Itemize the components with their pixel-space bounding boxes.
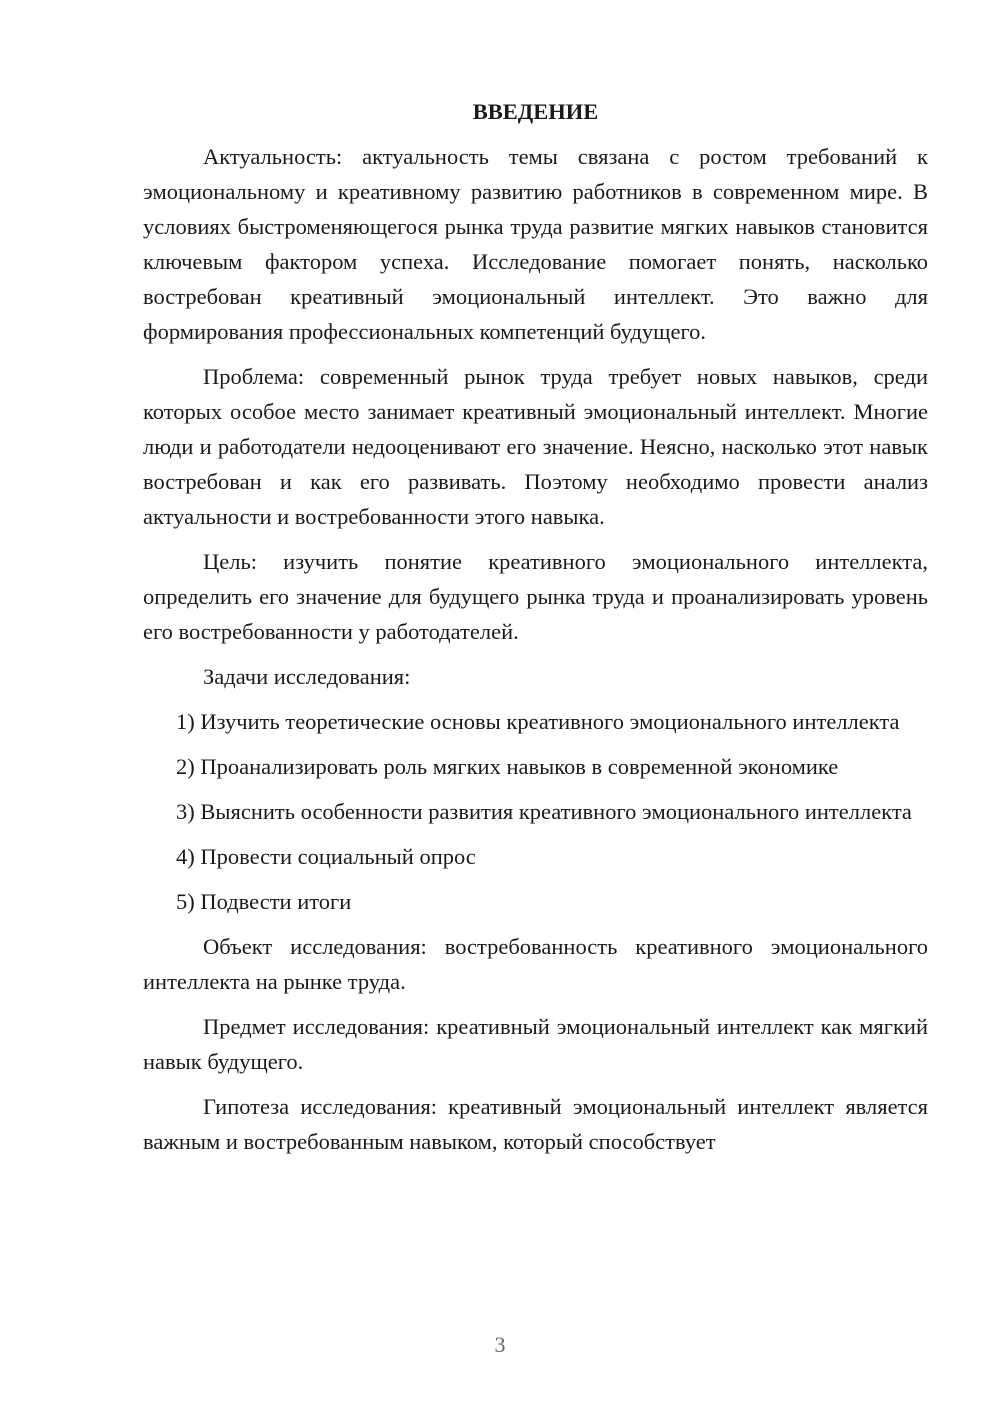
page-number: 3 xyxy=(494,1332,506,1357)
paragraph-tasks-title: Задачи исследования: xyxy=(203,664,411,689)
paragraph-object: Объект исследования: востребованность креативного эмоционального интеллекта на рынке труда. xyxy=(143,934,928,994)
paragraph-hypothesis: Гипотеза исследования: креативный эмоциональный интеллект является важным и востребованным навыком, который способствует xyxy=(143,1094,928,1154)
section-heading: ВВЕДЕНИЕ xyxy=(472,99,599,124)
page-content xyxy=(143,94,928,1169)
paragraph-subject: Предмет исследования: креативный эмоциональный интеллект как мягкий навык будущего. xyxy=(143,1014,928,1074)
list-item: 5) Подвести итоги xyxy=(176,889,352,914)
paragraph-problem: Проблема: современный рынок труда требует новых навыков, среди которых особое место занимает креативный эмоциональный интеллект. Многие люди и работодатели недооценивают его значение. Неясно, насколько этот навык востребован и как его развивать. Поэтому необходимо провести анализ актуальности и востребованности этого навыка. xyxy=(143,364,928,529)
tasks-list xyxy=(143,704,928,919)
list-item: 4) Провести социальный опрос xyxy=(176,844,476,869)
list-item: 1) Изучить теоретические основы креативного эмоционального интеллекта xyxy=(176,709,900,734)
list-item: 2) Проанализировать роль мягких навыков в современной экономике xyxy=(176,754,839,779)
paragraph-goal: Цель: изучить понятие креативного эмоционального интеллекта, определить его значение для будущего рынка труда и проанализировать уровень его востребованности у работодателей. xyxy=(143,549,928,644)
paragraph-relevance: Актуальность: актуальность темы связана с ростом требований к эмоциональному и креативному развитию работников в современном мире. В условиях быстроменяющегося рынка труда развитие мягких навыков становится ключевым фактором успеха. Исследование помогает понять, насколько востребован креативный эмоциональный интеллект. Это важно для формирования профессиональных компетенций будущего. xyxy=(143,144,928,344)
list-item: 3) Выяснить особенности развития креативного эмоционального интеллекта xyxy=(176,799,912,824)
